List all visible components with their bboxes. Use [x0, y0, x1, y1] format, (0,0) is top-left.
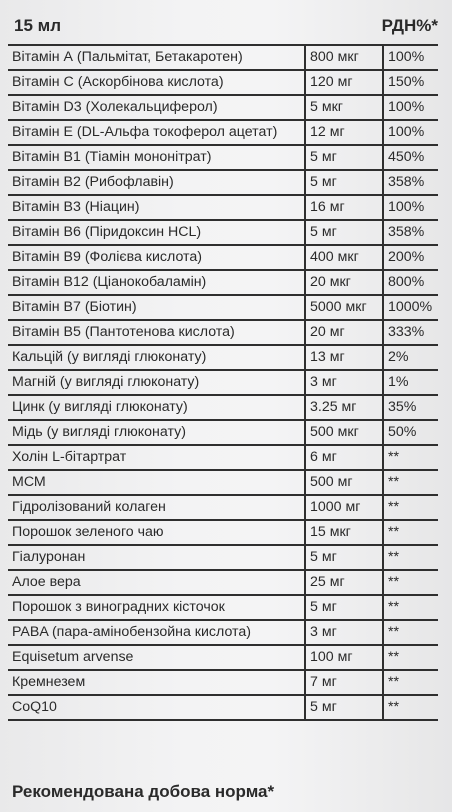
ingredient-rdn: 150% — [383, 70, 438, 95]
ingredient-name: Вітамін В7 (Біотин) — [8, 295, 305, 320]
table-row — [8, 570, 438, 595]
table-row — [8, 70, 438, 95]
footnote: Рекомендована добова норма* — [12, 782, 275, 801]
ingredient-name: Вітамін D3 (Холекальциферол) — [8, 95, 305, 120]
ingredient-amount: 3 мг — [305, 370, 383, 395]
ingredient-rdn: 358% — [383, 220, 438, 245]
ingredient-rdn: ** — [383, 620, 438, 645]
ingredient-name: Вітамін Е (DL-Альфа токоферол ацетат) — [8, 120, 305, 145]
nutrition-table — [8, 44, 438, 721]
ingredient-amount: 7 мг — [305, 670, 383, 695]
ingredient-name: Мідь (у вигляді глюконату) — [8, 420, 305, 445]
ingredient-amount: 3 мг — [305, 620, 383, 645]
ingredient-amount: 16 мг — [305, 195, 383, 220]
ingredient-rdn: 1000% — [383, 295, 438, 320]
ingredient-rdn: 450% — [383, 145, 438, 170]
table-row — [8, 370, 438, 395]
table-row — [8, 220, 438, 245]
ingredient-name: Гідролізований колаген — [8, 495, 305, 520]
ingredient-amount: 5000 мкг — [305, 295, 383, 320]
ingredient-amount: 20 мг — [305, 320, 383, 345]
table-row — [8, 670, 438, 695]
ingredient-rdn: ** — [383, 545, 438, 570]
table-row — [8, 645, 438, 670]
table-row — [8, 470, 438, 495]
ingredient-name: CoQ10 — [8, 695, 305, 720]
ingredient-rdn: ** — [383, 595, 438, 620]
ingredient-name: Вітамін С (Аскорбінова кислота) — [8, 70, 305, 95]
table-row — [8, 145, 438, 170]
ingredient-amount: 5 мг — [305, 170, 383, 195]
table-header — [12, 16, 442, 40]
ingredient-name: Гіалуронан — [8, 545, 305, 570]
ingredient-name: Вітамін А (Пальмітат, Бетакаротен) — [8, 45, 305, 70]
ingredient-rdn: 333% — [383, 320, 438, 345]
ingredient-rdn: ** — [383, 695, 438, 720]
ingredient-amount: 5 мкг — [305, 95, 383, 120]
table-row — [8, 195, 438, 220]
table-row — [8, 695, 438, 720]
ingredient-rdn: ** — [383, 570, 438, 595]
ingredient-amount: 13 мг — [305, 345, 383, 370]
ingredient-amount: 5 мг — [305, 220, 383, 245]
ingredient-amount: 3.25 мг — [305, 395, 383, 420]
ingredient-amount: 500 мкг — [305, 420, 383, 445]
ingredient-rdn: 358% — [383, 170, 438, 195]
ingredient-name: Вітамін В9 (Фолієва кислота) — [8, 245, 305, 270]
ingredient-name: PABA (пара-амінобензойна кислота) — [8, 620, 305, 645]
ingredient-name: Алое вера — [8, 570, 305, 595]
table-row — [8, 520, 438, 545]
ingredient-name: Порошок зеленого чаю — [8, 520, 305, 545]
rdn-column-heading: РДН%* — [381, 16, 438, 35]
table-row — [8, 45, 438, 70]
ingredient-name: Вітамін В2 (Рибофлавін) — [8, 170, 305, 195]
ingredient-amount: 12 мг — [305, 120, 383, 145]
table-row — [8, 245, 438, 270]
ingredient-rdn: ** — [383, 520, 438, 545]
ingredient-amount: 5 мг — [305, 145, 383, 170]
ingredient-rdn: ** — [383, 445, 438, 470]
table-row — [8, 420, 438, 445]
ingredient-name: Вітамін В12 (Ціанокобаламін) — [8, 270, 305, 295]
table-row — [8, 320, 438, 345]
ingredient-name: МСМ — [8, 470, 305, 495]
table-row — [8, 345, 438, 370]
ingredient-name: Цинк (у вигляді глюконату) — [8, 395, 305, 420]
ingredient-amount: 120 мг — [305, 70, 383, 95]
ingredient-amount: 15 мкг — [305, 520, 383, 545]
table-row — [8, 595, 438, 620]
ingredient-amount: 1000 мг — [305, 495, 383, 520]
ingredient-name: Вітамін В1 (Тіамін мононітрат) — [8, 145, 305, 170]
nutrition-table-body — [8, 45, 438, 720]
ingredient-name: Порошок з виноградних кісточок — [8, 595, 305, 620]
ingredient-name: Магній (у вигляді глюконату) — [8, 370, 305, 395]
ingredient-rdn: 100% — [383, 95, 438, 120]
ingredient-rdn: ** — [383, 670, 438, 695]
table-row — [8, 295, 438, 320]
ingredient-amount: 6 мг — [305, 445, 383, 470]
ingredient-amount: 5 мг — [305, 695, 383, 720]
ingredient-rdn: 50% — [383, 420, 438, 445]
table-row — [8, 270, 438, 295]
ingredient-rdn: 100% — [383, 120, 438, 145]
ingredient-amount: 400 мкг — [305, 245, 383, 270]
table-row — [8, 620, 438, 645]
ingredient-amount: 5 мг — [305, 595, 383, 620]
table-row — [8, 95, 438, 120]
ingredient-amount: 800 мкг — [305, 45, 383, 70]
ingredient-rdn: ** — [383, 645, 438, 670]
ingredient-amount: 20 мкг — [305, 270, 383, 295]
ingredient-rdn: 800% — [383, 270, 438, 295]
ingredient-rdn: 2% — [383, 345, 438, 370]
table-row — [8, 495, 438, 520]
ingredient-amount: 5 мг — [305, 545, 383, 570]
ingredient-name: Кальцій (у вигляді глюконату) — [8, 345, 305, 370]
ingredient-rdn: ** — [383, 470, 438, 495]
ingredient-amount: 100 мг — [305, 645, 383, 670]
ingredient-rdn: 1% — [383, 370, 438, 395]
ingredient-rdn: 100% — [383, 195, 438, 220]
table-row — [8, 545, 438, 570]
ingredient-name: Вітамін В5 (Пантотенова кислота) — [8, 320, 305, 345]
ingredient-name: Вітамін В6 (Піридоксин HCL) — [8, 220, 305, 245]
ingredient-name: Холін L-бітартрат — [8, 445, 305, 470]
ingredient-name: Equisetum arvense — [8, 645, 305, 670]
table-row — [8, 445, 438, 470]
serving-size: 15 мл — [14, 16, 62, 35]
ingredient-rdn: 200% — [383, 245, 438, 270]
ingredient-name: Кремнезем — [8, 670, 305, 695]
ingredient-name: Вітамін В3 (Ніацин) — [8, 195, 305, 220]
table-row — [8, 170, 438, 195]
ingredient-rdn: 35% — [383, 395, 438, 420]
ingredient-rdn: ** — [383, 495, 438, 520]
ingredient-amount: 500 мг — [305, 470, 383, 495]
ingredient-rdn: 100% — [383, 45, 438, 70]
ingredient-amount: 25 мг — [305, 570, 383, 595]
table-row — [8, 120, 438, 145]
table-row — [8, 395, 438, 420]
